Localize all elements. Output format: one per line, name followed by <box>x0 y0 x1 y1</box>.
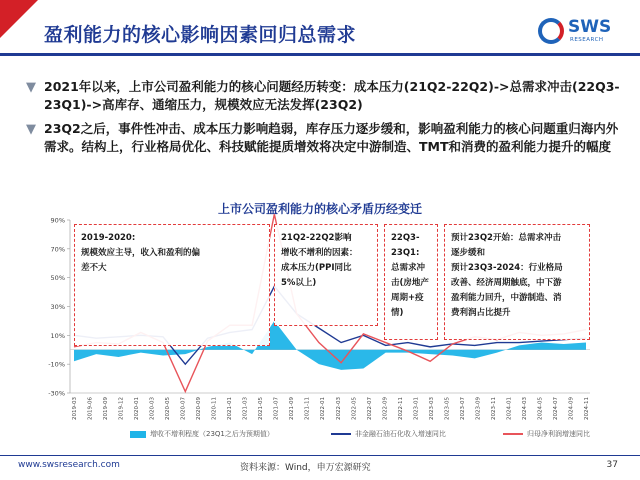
corner-accent <box>0 0 38 38</box>
x-tick-label: 2023-07 <box>459 397 466 420</box>
annotation-line: 费利润占比提升 <box>451 308 511 318</box>
x-tick-label: 2021-05 <box>258 397 265 420</box>
legend-swatch <box>503 433 523 435</box>
x-tick-label: 2024-11 <box>584 397 590 420</box>
annotation-21q2-22q2 <box>274 224 378 326</box>
legend-label: 非金融石油石化收入增速同比 <box>354 430 446 438</box>
legend-swatch <box>331 433 351 435</box>
bullet-list <box>26 78 626 162</box>
x-tick-label: 2023-05 <box>444 397 451 420</box>
bullet-item <box>26 120 626 156</box>
x-tick-label: 2024-09 <box>568 397 575 420</box>
x-tick-label: 2019-09 <box>103 397 110 420</box>
y-tick-label: -30% <box>48 389 65 398</box>
sws-logo <box>538 16 620 48</box>
bullet-item <box>26 78 626 114</box>
x-tick-label: 2022-05 <box>351 397 358 420</box>
x-tick-label: 2024-01 <box>506 397 513 420</box>
y-tick-label: 30% <box>50 303 65 311</box>
x-tick-label: 2022-09 <box>382 397 389 420</box>
legend-item-area <box>130 429 274 439</box>
annotation-line: 逐步缓和 <box>451 248 486 258</box>
x-tick-label: 2024-07 <box>552 397 559 420</box>
x-tick-label: 2020-07 <box>180 397 187 420</box>
annotation-line: 规模效应主导，收入和盈利的偏 <box>81 248 201 258</box>
x-tick-label: 2020-01 <box>134 397 141 420</box>
y-tick-label: 10% <box>50 331 65 340</box>
x-tick-label: 2021-03 <box>242 397 249 420</box>
page-title: 盈利能力的核心影响因素回归总需求 <box>44 24 357 46</box>
annotation-line: 差不大 <box>81 263 107 273</box>
annotation-line: 5%以上) <box>281 278 317 288</box>
footer-website-link[interactable]: www.swsresearch.com <box>18 460 120 470</box>
x-tick-label: 2024-03 <box>521 397 528 420</box>
x-tick-label: 2022-07 <box>366 397 373 420</box>
y-tick-label: 90% <box>50 216 65 225</box>
x-tick-label: 2022-03 <box>335 397 342 420</box>
logo-icon <box>538 18 564 44</box>
bullet-arrow-icon: ▼ <box>26 122 36 137</box>
x-tick-label: 2022-11 <box>397 397 404 420</box>
annotation-line: 增收不增利的因素： <box>281 248 358 258</box>
annotation-line: 盈利能力回升，中游制造、消 <box>451 293 562 303</box>
chart-title: 上市公司盈利能力的核心矛盾历经变迁 <box>217 202 422 216</box>
x-tick-label: 2021-01 <box>227 397 234 420</box>
bullet-text: 2021年以来，上市公司盈利能力的核心问题经历转变：成本压力(21Q2-22Q2)->总需求冲击(22Q3-23Q1)->高库存、通缩压力，规模效应无法发挥(23Q2) <box>44 79 620 112</box>
annotation-line: 周期+疫 <box>391 293 424 303</box>
legend-label: 归母净利润增速同比 <box>527 430 590 438</box>
annotation-line: 23Q1: <box>391 248 420 258</box>
annotation-line: 预计23Q2开始：总需求冲击 <box>451 233 561 243</box>
x-tick-label: 2022-01 <box>320 397 327 420</box>
annotation-line: 21Q2-22Q2影响 <box>281 233 352 243</box>
x-tick-label: 2019-12 <box>118 397 125 420</box>
annotation-line: 改善、经济周期触底，中下游 <box>451 278 562 288</box>
x-tick-label: 2019-06 <box>87 397 94 420</box>
bullet-text: 23Q2之后，事件性冲击、成本压力影响趋弱，库存压力逐步缓和，影响盈利能力的核心问题重归海内外需求。结构上，行业格局优化、科技赋能提质增效将决定中游制造、TMT和消费的盈利能力提升的幅度 <box>44 121 619 154</box>
x-tick-label: 2020-03 <box>149 397 156 420</box>
annotation-forecast <box>444 224 590 340</box>
page-number: 37 <box>606 460 618 470</box>
x-tick-label: 2023-11 <box>490 396 497 420</box>
chart-legend <box>130 429 590 439</box>
annotation-line: 预计23Q3-2024：行业格局 <box>451 263 563 273</box>
x-tick-label: 2020-05 <box>165 397 172 420</box>
y-tick-label: 70% <box>50 245 65 254</box>
x-tick-label: 2019-03 <box>72 397 78 420</box>
footer-divider <box>0 455 640 456</box>
x-tick-label: 2021-09 <box>289 397 296 420</box>
legend-swatch <box>130 431 146 438</box>
annotation-line: 总需求冲 <box>391 263 426 273</box>
annotation-line: 2019-2020: <box>81 233 136 243</box>
legend-item-profit <box>503 429 590 439</box>
annotation-line: 情) <box>391 308 404 318</box>
annotation-line: 22Q3- <box>391 233 420 243</box>
x-tick-label: 2023-03 <box>428 397 435 420</box>
annotation-line: 击(房地产 <box>391 278 429 288</box>
y-tick-label: 50% <box>50 274 65 283</box>
footer-source: 资料来源：Wind，申万宏源研究 <box>240 463 371 473</box>
y-tick-label: -10% <box>48 360 65 369</box>
x-tick-label: 2023-01 <box>413 397 420 420</box>
x-tick-label: 2021-07 <box>273 397 280 420</box>
annotation-line: 成本压力(PPI同比 <box>281 263 352 273</box>
legend-label: 增收不增利程度（23Q1之后为预期值） <box>150 430 274 438</box>
logo-subtext: RESEARCH <box>570 37 604 43</box>
slide-header <box>0 0 640 66</box>
bullet-arrow-icon: ▼ <box>26 80 36 95</box>
x-tick-label: 2021-11 <box>304 397 311 420</box>
x-tick-label: 2024-05 <box>537 397 544 420</box>
logo-text: SWS <box>568 17 612 37</box>
x-tick-label: 2020-11 <box>211 397 218 420</box>
annotation-2019-2020 <box>74 224 270 346</box>
x-tick-label: 2023-09 <box>475 397 482 420</box>
annotation-22q3-23q1 <box>384 224 438 340</box>
x-tick-label: 2020-09 <box>196 397 203 420</box>
legend-item-revenue <box>331 429 446 439</box>
